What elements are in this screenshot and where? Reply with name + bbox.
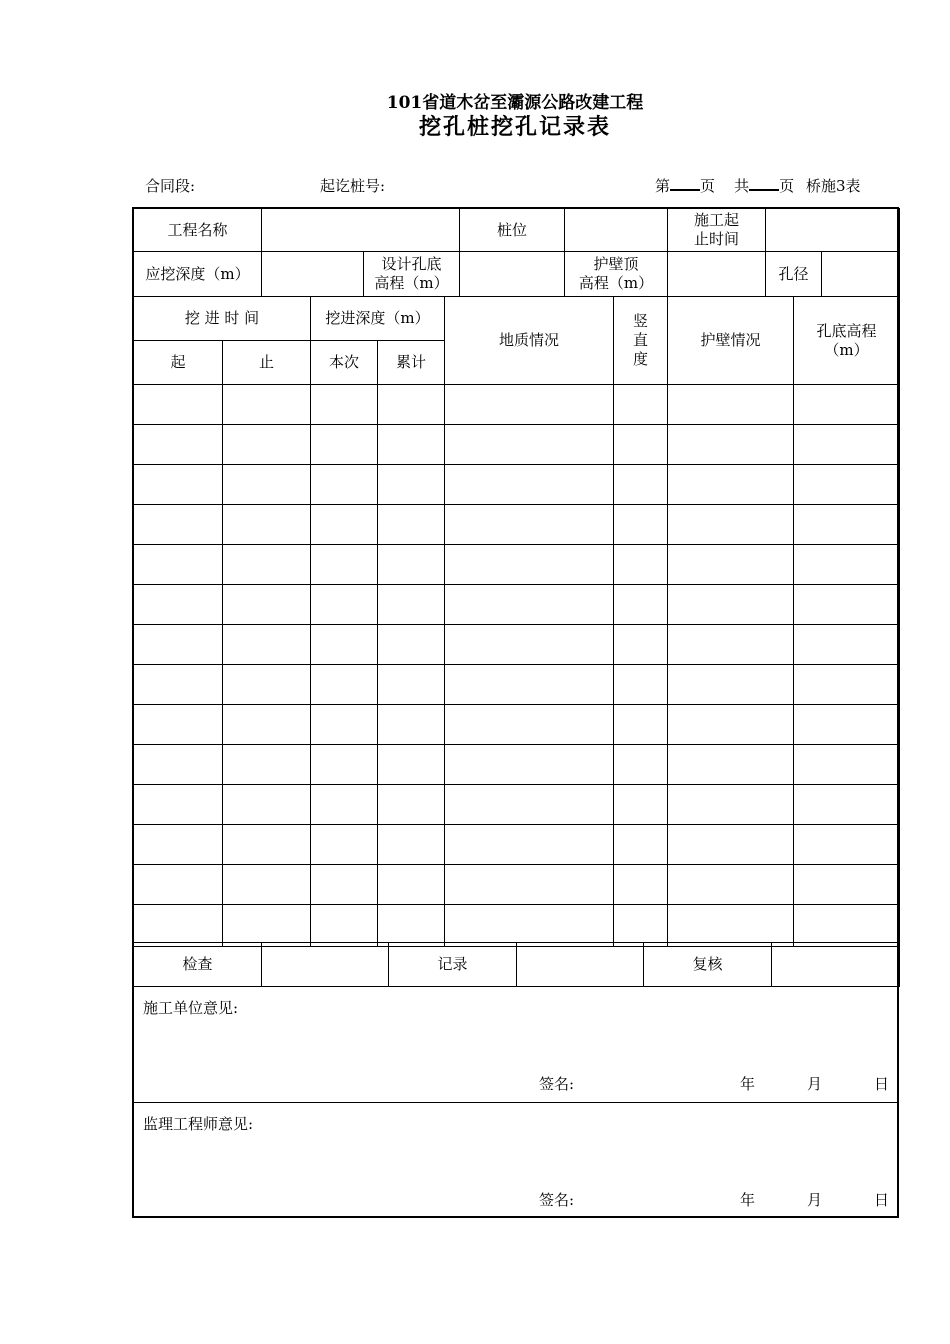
geology-header: 地质情况: [445, 297, 614, 385]
verticality-char1: 竖: [633, 312, 649, 330]
end-cell[interactable]: [223, 625, 311, 665]
page-prefix: 第: [655, 177, 671, 195]
start-cell[interactable]: [134, 665, 223, 705]
cumulative-cell[interactable]: [378, 865, 445, 905]
depth-label: 应挖深度（m）: [134, 252, 262, 297]
total-suffix: 页: [779, 177, 795, 195]
record-label: 记录: [389, 943, 517, 987]
wall-condition-cell[interactable]: [668, 585, 794, 625]
cumulative-cell[interactable]: [378, 905, 445, 947]
total-pages-field[interactable]: [749, 175, 779, 191]
table-row: [134, 465, 900, 505]
wall-condition-cell[interactable]: [668, 505, 794, 545]
start-cell[interactable]: [134, 825, 223, 865]
wall-condition-cell[interactable]: [668, 785, 794, 825]
bottom-elevation-cell[interactable]: [794, 545, 900, 585]
cumulative-cell[interactable]: [378, 625, 445, 665]
pile-position-label: 桩位: [460, 209, 565, 252]
total-prefix: 共: [734, 177, 750, 195]
construction-time-label-line1: 施工起: [693, 211, 739, 229]
contract-label: 合同段:: [145, 177, 196, 195]
start-cell[interactable]: [134, 745, 223, 785]
table-row: [134, 705, 900, 745]
wall-condition-cell[interactable]: [668, 625, 794, 665]
form-title: 挖孔桩挖孔记录表: [418, 114, 611, 140]
bottom-elevation-cell[interactable]: [794, 585, 900, 625]
end-cell[interactable]: [223, 665, 311, 705]
bottom-elevation-header: [794, 297, 900, 385]
wall-condition-header: 护壁情况: [668, 297, 794, 385]
design-bottom-label-line1: 设计孔底: [381, 255, 442, 273]
cumulative-cell[interactable]: [378, 465, 445, 505]
bottom-elevation-cell[interactable]: [794, 465, 900, 505]
design-bottom-label: [364, 252, 460, 297]
page-number-field[interactable]: [670, 175, 700, 191]
start-cell[interactable]: [134, 505, 223, 545]
cumulative-cell[interactable]: [378, 505, 445, 545]
cumulative-cell[interactable]: [378, 385, 445, 425]
check-label: 检查: [134, 943, 262, 987]
cumulative-cell[interactable]: [378, 785, 445, 825]
bottom-elevation-cell[interactable]: [794, 905, 900, 947]
wall-condition-cell[interactable]: [668, 865, 794, 905]
contractor-sign-label: 签名:: [539, 1075, 575, 1093]
review-label: 复核: [644, 943, 772, 987]
end-cell[interactable]: [223, 425, 311, 465]
wall-top-label-line2: 高程（m）: [578, 274, 654, 292]
verticality-cell[interactable]: [614, 505, 668, 545]
page-indicator: [655, 175, 794, 196]
end-cell[interactable]: [223, 545, 311, 585]
bottom-elevation-line2: （m）: [824, 340, 869, 359]
bottom-elevation-cell[interactable]: [794, 785, 900, 825]
verticality-cell[interactable]: [614, 585, 668, 625]
verticality-cell[interactable]: [614, 825, 668, 865]
wall-condition-cell[interactable]: [668, 665, 794, 705]
start-cell[interactable]: [134, 865, 223, 905]
start-cell[interactable]: [134, 545, 223, 585]
table-row: [134, 905, 900, 947]
wall-condition-cell[interactable]: [668, 385, 794, 425]
wall-top-label-line1: 护壁顶: [593, 255, 639, 273]
design-bottom-label-line2: 高程（m）: [374, 274, 449, 292]
geology-cell[interactable]: [445, 905, 614, 947]
log-table: [133, 296, 900, 947]
geology-cell[interactable]: [445, 425, 614, 465]
bottom-elevation-cell[interactable]: [794, 745, 900, 785]
document-title: 101省道木岔至灞源公路改建工程: [386, 93, 644, 113]
cumulative-cell[interactable]: [378, 585, 445, 625]
geology-cell[interactable]: [445, 545, 614, 585]
table-row: [134, 665, 900, 705]
geology-cell[interactable]: [445, 865, 614, 905]
end-cell[interactable]: [223, 905, 311, 947]
construction-time-label: [668, 209, 766, 252]
this-time-cell[interactable]: [311, 665, 378, 705]
bottom-elevation-cell[interactable]: [794, 385, 900, 425]
page-suffix: 页: [700, 177, 716, 195]
wall-top-field[interactable]: [668, 252, 766, 297]
geology-cell[interactable]: [445, 385, 614, 425]
supervisor-year-label: 年: [740, 1191, 756, 1209]
check-table: [133, 942, 900, 987]
contractor-opinion-section[interactable]: [133, 986, 899, 1102]
wall-condition-cell[interactable]: [668, 825, 794, 865]
geology-cell[interactable]: [445, 585, 614, 625]
verticality-char2: 直: [633, 331, 649, 349]
geology-cell[interactable]: [445, 825, 614, 865]
contractor-opinion-label: 施工单位意见:: [143, 999, 239, 1017]
wall-top-label: [565, 252, 668, 297]
start-cell[interactable]: [134, 385, 223, 425]
start-cell[interactable]: [134, 785, 223, 825]
diameter-label: 孔径: [766, 252, 822, 297]
this-time-cell[interactable]: [311, 865, 378, 905]
end-cell[interactable]: [223, 705, 311, 745]
this-time-cell[interactable]: [311, 505, 378, 545]
diameter-field[interactable]: [822, 252, 900, 297]
start-cell[interactable]: [134, 465, 223, 505]
station-label: 起讫桩号:: [320, 177, 386, 195]
bottom-elevation-cell[interactable]: [794, 865, 900, 905]
contractor-day-label: 日: [874, 1075, 890, 1093]
end-cell[interactable]: [223, 785, 311, 825]
geology-cell[interactable]: [445, 745, 614, 785]
bottom-elevation-cell[interactable]: [794, 705, 900, 745]
geology-cell[interactable]: [445, 625, 614, 665]
end-cell[interactable]: [223, 585, 311, 625]
this-time-cell[interactable]: [311, 625, 378, 665]
verticality-cell[interactable]: [614, 785, 668, 825]
geology-cell[interactable]: [445, 785, 614, 825]
verticality-cell[interactable]: [614, 465, 668, 505]
construction-time-label-line2: 止时间: [693, 230, 739, 248]
geology-cell[interactable]: [445, 665, 614, 705]
end-cell[interactable]: [223, 505, 311, 545]
table-row: [134, 545, 900, 585]
cumulative-cell[interactable]: [378, 665, 445, 705]
depth-field[interactable]: [262, 252, 364, 297]
end-cell[interactable]: [223, 865, 311, 905]
end-cell[interactable]: [223, 825, 311, 865]
start-cell[interactable]: [134, 425, 223, 465]
cumulative-header: 累计: [378, 341, 445, 385]
this-time-cell[interactable]: [311, 385, 378, 425]
table-row: [134, 625, 900, 665]
start-cell[interactable]: [134, 905, 223, 947]
cumulative-cell[interactable]: [378, 705, 445, 745]
review-field[interactable]: [772, 943, 900, 987]
this-time-cell[interactable]: [311, 545, 378, 585]
bottom-elevation-cell[interactable]: [794, 825, 900, 865]
geology-cell[interactable]: [445, 465, 614, 505]
table-row: [134, 785, 900, 825]
log-rows: [134, 385, 900, 947]
start-cell[interactable]: [134, 705, 223, 745]
bottom-elevation-line1: 孔底高程: [816, 321, 877, 340]
this-time-cell[interactable]: [311, 905, 378, 947]
start-cell[interactable]: [134, 585, 223, 625]
table-row: [134, 825, 900, 865]
wall-condition-cell[interactable]: [668, 745, 794, 785]
end-header: 止: [223, 341, 311, 385]
verticality-char3: 度: [633, 350, 649, 368]
verticality-cell[interactable]: [614, 665, 668, 705]
verticality-cell[interactable]: [614, 625, 668, 665]
supervisor-opinion-label: 监理工程师意见:: [143, 1115, 254, 1133]
check-field[interactable]: [262, 943, 389, 987]
verticality-cell[interactable]: [614, 385, 668, 425]
table-row: [134, 865, 900, 905]
contractor-year-label: 年: [740, 1075, 756, 1093]
cumulative-cell[interactable]: [378, 825, 445, 865]
end-cell[interactable]: [223, 745, 311, 785]
bottom-elevation-cell[interactable]: [794, 625, 900, 665]
this-time-cell[interactable]: [311, 585, 378, 625]
this-time-header: 本次: [311, 341, 378, 385]
table-row: [134, 385, 900, 425]
wall-condition-cell[interactable]: [668, 465, 794, 505]
design-bottom-field[interactable]: [460, 252, 565, 297]
dig-depth-header: 挖进深度（m）: [311, 297, 445, 341]
dig-time-header: 挖 进 时 间: [134, 297, 311, 341]
wall-condition-cell[interactable]: [668, 705, 794, 745]
supervisor-sign-label: 签名:: [539, 1191, 575, 1209]
start-cell[interactable]: [134, 625, 223, 665]
verticality-cell[interactable]: [614, 545, 668, 585]
this-time-cell[interactable]: [311, 745, 378, 785]
record-field[interactable]: [517, 943, 644, 987]
this-time-cell[interactable]: [311, 825, 378, 865]
end-cell[interactable]: [223, 385, 311, 425]
bottom-elevation-cell[interactable]: [794, 505, 900, 545]
cumulative-cell[interactable]: [378, 425, 445, 465]
project-name-field[interactable]: [262, 209, 460, 252]
bottom-elevation-cell[interactable]: [794, 425, 900, 465]
wall-condition-cell[interactable]: [668, 905, 794, 947]
verticality-header: [614, 297, 668, 385]
cumulative-cell[interactable]: [378, 545, 445, 585]
contractor-month-label: 月: [807, 1075, 823, 1093]
table-row: [134, 585, 900, 625]
supervisor-month-label: 月: [807, 1191, 823, 1209]
this-time-cell[interactable]: [311, 465, 378, 505]
verticality-cell[interactable]: [614, 905, 668, 947]
info-table: [133, 208, 900, 297]
table-row: [134, 745, 900, 785]
geology-cell[interactable]: [445, 705, 614, 745]
this-time-cell[interactable]: [311, 705, 378, 745]
supervisor-day-label: 日: [874, 1191, 890, 1209]
bottom-elevation-cell[interactable]: [794, 665, 900, 705]
construction-time-field[interactable]: [766, 209, 900, 252]
end-cell[interactable]: [223, 465, 311, 505]
pile-position-field[interactable]: [565, 209, 668, 252]
this-time-cell[interactable]: [311, 425, 378, 465]
project-name-label: 工程名称: [134, 209, 262, 252]
supervisor-opinion-section[interactable]: [133, 1102, 899, 1218]
wall-condition-cell[interactable]: [668, 425, 794, 465]
table-row: [134, 425, 900, 465]
verticality-cell[interactable]: [614, 745, 668, 785]
geology-cell[interactable]: [445, 505, 614, 545]
this-time-cell[interactable]: [311, 785, 378, 825]
start-header: 起: [134, 341, 223, 385]
table-row: [134, 505, 900, 545]
verticality-cell[interactable]: [614, 425, 668, 465]
wall-condition-cell[interactable]: [668, 545, 794, 585]
form-number: 桥施3表: [806, 177, 861, 195]
verticality-cell[interactable]: [614, 865, 668, 905]
verticality-cell[interactable]: [614, 705, 668, 745]
cumulative-cell[interactable]: [378, 745, 445, 785]
